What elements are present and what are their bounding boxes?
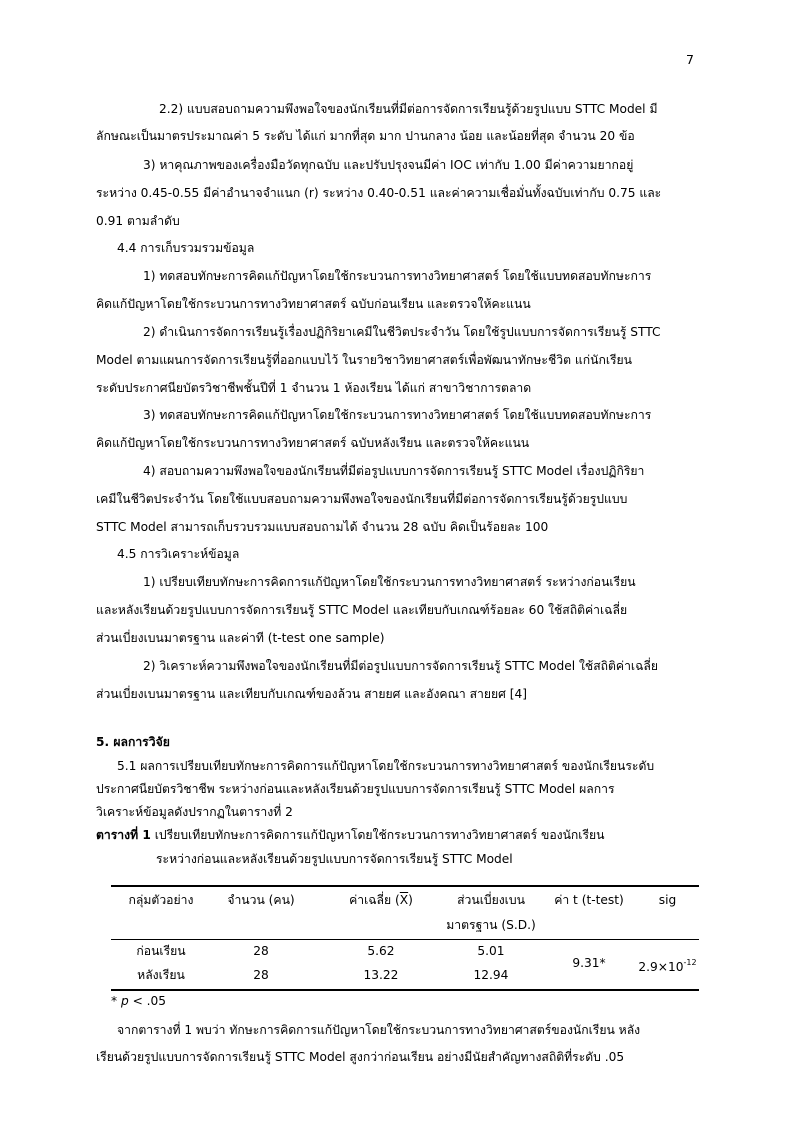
- table-caption-text: เปรียบเทียบทักษะการคิดการแก้ปัญหาโดยใช้กระบวนการทางวิทยาศาสตร์ ของนักเรียน: [150, 828, 605, 842]
- sig-value-cell: $2.9\times 10^{-12}$: [638, 958, 697, 974]
- text-line: STTC Model สามารถเก็บรวบรวมแบบสอบถามได้ จำนวน 28 ฉบับ คิดเป็นร้อยละ 100: [96, 520, 549, 534]
- table-caption-label: ตารางที่ 1: [96, 828, 151, 842]
- text-line: 3) หาคุณภาพของเครื่องมือวัดทุกฉบับ และปรับปรุงจนมีค่า IOC เท่ากับ 1.00 มีค่าความยากอยู่: [143, 158, 634, 172]
- text-line: ระหว่าง 0.45-0.55 มีค่าอำนาจจำแนก (r) ระหว่าง 0.40-0.51 และค่าความเชื่อมั่นทั้งฉบับเท่ากับ 0.75 และ: [96, 186, 662, 200]
- text-line: เคมีในชีวิตประจำวัน โดยใช้แบบสอบถามความพึงพอใจของนักเรียนที่มีต่อการจัดการเรียนรู้ด้วยรูปแบบ: [96, 492, 628, 506]
- section-heading-4-5: 4.5 การวิเคราะห์ข้อมูล: [117, 547, 240, 561]
- text-line: 1) ทดสอบทักษะการคิดแก้ปัญหาโดยใช้กระบวนการทางวิทยาศาสตร์ โดยใช้แบบทดสอบทักษะการ: [143, 269, 652, 283]
- row-mean-cell: 5.62: [367, 944, 395, 958]
- row-group-cell: ก่อนเรียน: [136, 944, 186, 958]
- table-caption: [96, 826, 604, 844]
- text-line: 0.91 ตามลำดับ: [96, 214, 180, 228]
- header-n: จำนวน (คน): [227, 893, 295, 907]
- text-line: 2.2) แบบสอบถามความพึงพอใจของนักเรียนที่มีต่อการจัดการเรียนรู้ด้วยรูปแบบ STTC Model มี: [159, 102, 658, 116]
- text-line: คิดแก้ปัญหาโดยใช้กระบวนการทางวิทยาศาสตร์ ฉบับก่อนเรียน และตรวจให้คะแนน: [96, 297, 531, 311]
- table-footnote: * p < .05: [111, 994, 167, 1008]
- text-line: 2) วิเคราะห์ความพึงพอใจของนักเรียนที่มีต่อรูปแบบการจัดการเรียนรู้ STTC Model ใช้สถิติค่าเฉลี่ย: [143, 659, 658, 673]
- text-line: 2) ดำเนินการจัดการเรียนรู้เรื่องปฏิกิริยาเคมีในชีวิตประจำวัน โดยใช้รูปแบบการจัดการเรียนรู้ STTC: [143, 325, 661, 339]
- row-sd-cell: 12.94: [473, 968, 509, 982]
- section-heading-results: 5. ผลการวิจัย: [96, 735, 170, 749]
- text-line: 1) เปรียบเทียบทักษะการคิดการแก้ปัญหาโดยใช้กระบวนการทางวิทยาศาสตร์ ระหว่างก่อนเรียน: [143, 575, 636, 589]
- header-t: ค่า t (t-test): [554, 893, 624, 907]
- text-line: Model ตามแผนการจัดการเรียนรู้ที่ออกแบบไว้ ในรายวิชาวิทยาศาสตร์เพื่อพัฒนาทักษะชีวิต แก่นักเรียน: [96, 353, 633, 367]
- table-top-rule: [111, 885, 699, 887]
- row-n-cell: 28: [253, 944, 269, 958]
- row-mean-cell: 13.22: [363, 968, 399, 982]
- row-n-cell: 28: [253, 968, 269, 982]
- text-line: ระดับประกาศนียบัตรวิชาชีพชั้นปีที่ 1 จำนวน 1 ห้องเรียน ได้แก่ สาขาวิชาการตลาด: [96, 381, 532, 395]
- text-line: 5.1 ผลการเปรียบเทียบทักษะการคิดการแก้ปัญหาโดยใช้กระบวนการทางวิทยาศาสตร์ ของนักเรียนระดับ: [117, 759, 655, 773]
- header-sig: sig: [658, 893, 677, 907]
- text-line: ประกาศนียบัตรวิชาชีพ ระหว่างก่อนและหลังเรียนด้วยรูปแบบการจัดการเรียนรู้ STTC Model ผลการ: [96, 782, 615, 796]
- header-sd-line1: ส่วนเบี่ยงเบน: [457, 893, 525, 907]
- header-mean: ค่าเฉลี่ย $(\overline{X})$: [349, 893, 413, 907]
- section-heading-4-4: 4.4 การเก็บรวมรวมข้อมูล: [117, 241, 255, 255]
- text-line: และหลังเรียนด้วยรูปแบบการจัดการเรียนรู้ STTC Model และเทียบกับเกณฑ์ร้อยละ 60 ใช้สถิติค่าเฉลี่ย: [96, 603, 628, 617]
- table-caption-line2: ระหว่างก่อนและหลังเรียนด้วยรูปแบบการจัดการเรียนรู้ STTC Model: [156, 852, 513, 866]
- table-header-rule: [111, 939, 699, 940]
- table-bottom-rule: [111, 989, 699, 991]
- text-line: ส่วนเบี่ยงเบนมาตรฐาน และค่าที (t-test one sample): [96, 631, 385, 645]
- page-number: 7: [686, 52, 694, 67]
- text-line: ลักษณะเป็นมาตรประมาณค่า 5 ระดับ ได้แก่ มากที่สุด มาก ปานกลาง น้อย และน้อยที่สุด จำนวน 20 ข้อ: [96, 129, 635, 143]
- header-group: กลุ่มตัวอย่าง: [128, 893, 194, 907]
- text-line: 4) สอบถามความพึงพอใจของนักเรียนที่มีต่อรูปแบบการจัดการเรียนรู้ STTC Model เรื่องปฏิกิริยา: [143, 464, 645, 478]
- text-line: คิดแก้ปัญหาโดยใช้กระบวนการทางวิทยาศาสตร์ ฉบับหลังเรียน และตรวจให้คะแนน: [96, 436, 530, 450]
- row-group-cell: หลังเรียน: [137, 968, 185, 982]
- text-line: 3) ทดสอบทักษะการคิดแก้ปัญหาโดยใช้กระบวนการทางวิทยาศาสตร์ โดยใช้แบบทดสอบทักษะการ: [143, 408, 652, 422]
- text-line: จากตารางที่ 1 พบว่า ทักษะการคิดการแก้ปัญหาโดยใช้กระบวนการทางวิทยาศาสตร์ของนักเรียน หลัง: [117, 1023, 641, 1037]
- text-line: เรียนด้วยรูปแบบการจัดการเรียนรู้ STTC Model สูงกว่าก่อนเรียน อย่างมีนัยสำคัญทางสถิติที่ระดับ .05: [96, 1050, 625, 1064]
- t-value-cell: 9.31*: [572, 956, 606, 970]
- row-sd-cell: 5.01: [477, 944, 505, 958]
- header-sd-line2: มาตรฐาน (S.D.): [446, 918, 536, 932]
- text-line: วิเคราะห์ข้อมูลดังปรากฏในตารางที่ 2: [96, 805, 293, 819]
- text-line: ส่วนเบี่ยงเบนมาตรฐาน และเทียบกับเกณฑ์ของล้วน สายยศ และอังคณา สายยศ [4]: [96, 687, 528, 701]
